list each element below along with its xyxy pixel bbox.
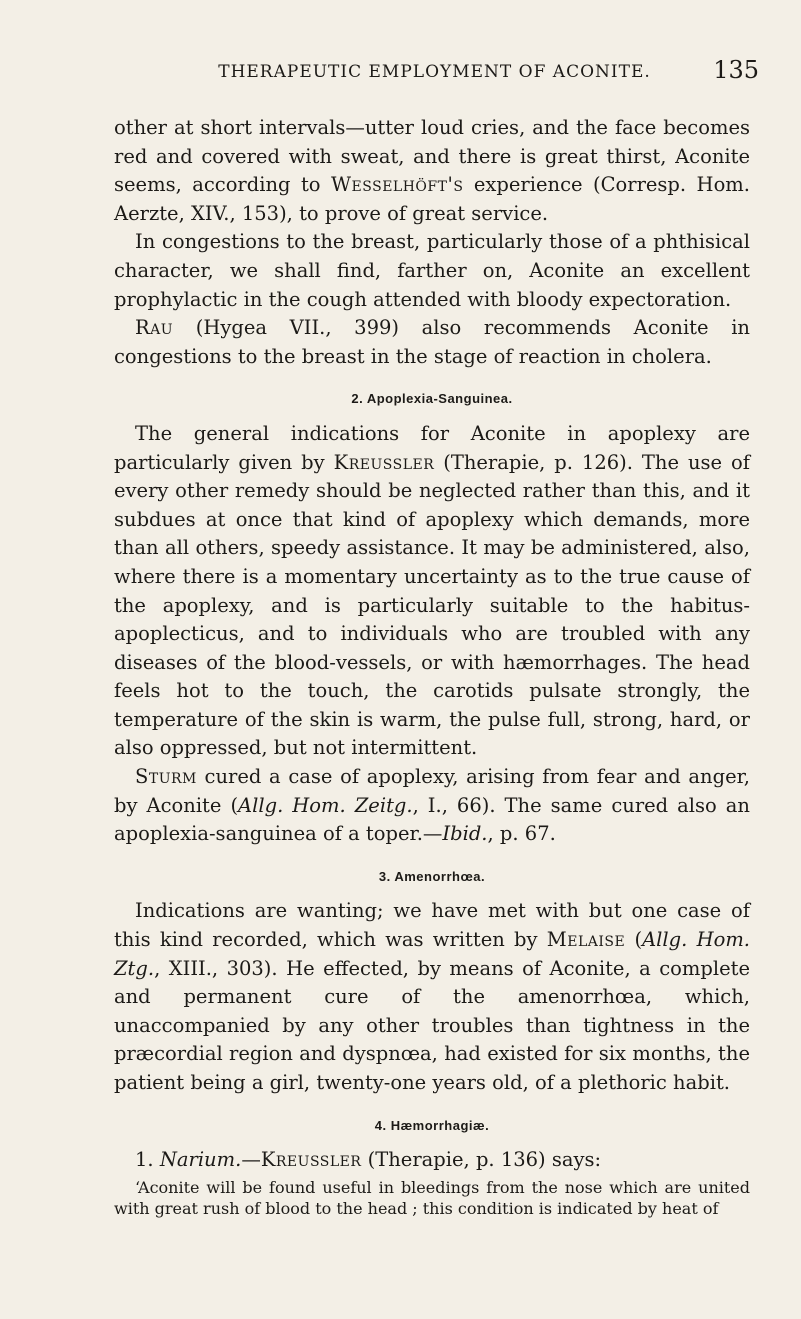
paragraph-narium: 1. Narium.—Kreussler (Therapie, p. 136) says: [135,1148,602,1172]
paragraph-intro-3: Rau (Hygea VII., 399) also recommends Aconite in congestions to the breast in the stage of reaction in cholera. [114,316,750,368]
paragraph-intro-2: In congestions to the breast, particularly those of a phthisical character, we shall find, farther on, Aconite an excellent prophylactic in the cough attended with bloody expectoration. [114,230,750,311]
paragraph-intro-1: other at short intervals—utter loud cries, and the face becomes red and covered with sweat, and there is great thirst, Aconite seems, according to Wesselhöft's experience (Corresp. Hom. Aerzte, XIV., 153), to prove of great service. [114,116,750,225]
author-name: Rau [135,316,174,340]
paragraph-amenorrhoea: Indications are wanting; we have met with but one case of this kind recorded, which was written by Melaise (Allg. Hom. Ztg., XIII., 303). He effected, by means of Aconite, a complete and permanent cure of the amenorrhœa, which, unaccompanied by any other troubles than tightness in the præcordial region and dyspnœa, had existed for six months, the patient being a girl, twenty-one years old, of a plethoric habit. [114,899,751,1094]
citation: Allg. Hom. Ztg. [114,928,751,980]
section-heading-haemorrhagiae: 4. Hæmorrhagiæ. [374,1117,490,1133]
paragraph-apoplexy-1: The general indications for Aconite in apoplexy are particularly given by Kreussler (Therapie, p. 126). The use of every other remedy should be neglected rather than this, and it subdues at once that kind of apoplexy which demands, more than all others, speedy assistance. It may be administered, also, where there is a momentary uncertainty as to the true cause of the apoplexy, and is particularly suitable to the habitus-apoplecticus, and to individuals who are troubled with any diseases of the blood-vessels, or with hæmorrhages. The head feels hot to the touch, the carotids pulsate strongly, the temperature of the skin is warm, the pulse full, strong, hard, or also oppressed, but not intermittent. [114,421,750,760]
citation: Allg. Hom. Zeitg. [238,793,413,817]
page-number: 135 [713,56,759,84]
author-name: Wesselhöft's [331,173,464,197]
citation: Ibid. [442,822,488,846]
running-head [110,56,759,92]
body-text [114,114,750,1219]
paragraph-apoplexy-2: Sturm cured a case of apoplexy, arising from fear and anger, by Aconite (Allg. Hom. Zeitg., I., 66). The same cured also an apoplexia-sanguinea of a toper.—Ibid., p. 67. [114,765,750,846]
term: Narium. [159,1148,242,1172]
author-name: Kreussler [260,1148,362,1172]
author-name: Melaise [546,928,626,952]
author-name: Sturm [135,765,197,789]
section-heading-apoplexia: 2. Apoplexia-Sanguinea. [351,391,513,407]
block-quote: ‘Aconite will be found useful in bleedings from the nose which are united with great rush of blood to the head ; this condition is indicated by heat of [114,1177,750,1218]
author-name: Kreussler [333,450,435,474]
running-title: THERAPEUTIC EMPLOYMENT OF ACONITE. [218,62,651,82]
section-heading-amenorrhoea: 3. Amenorrhœa. [378,868,486,884]
